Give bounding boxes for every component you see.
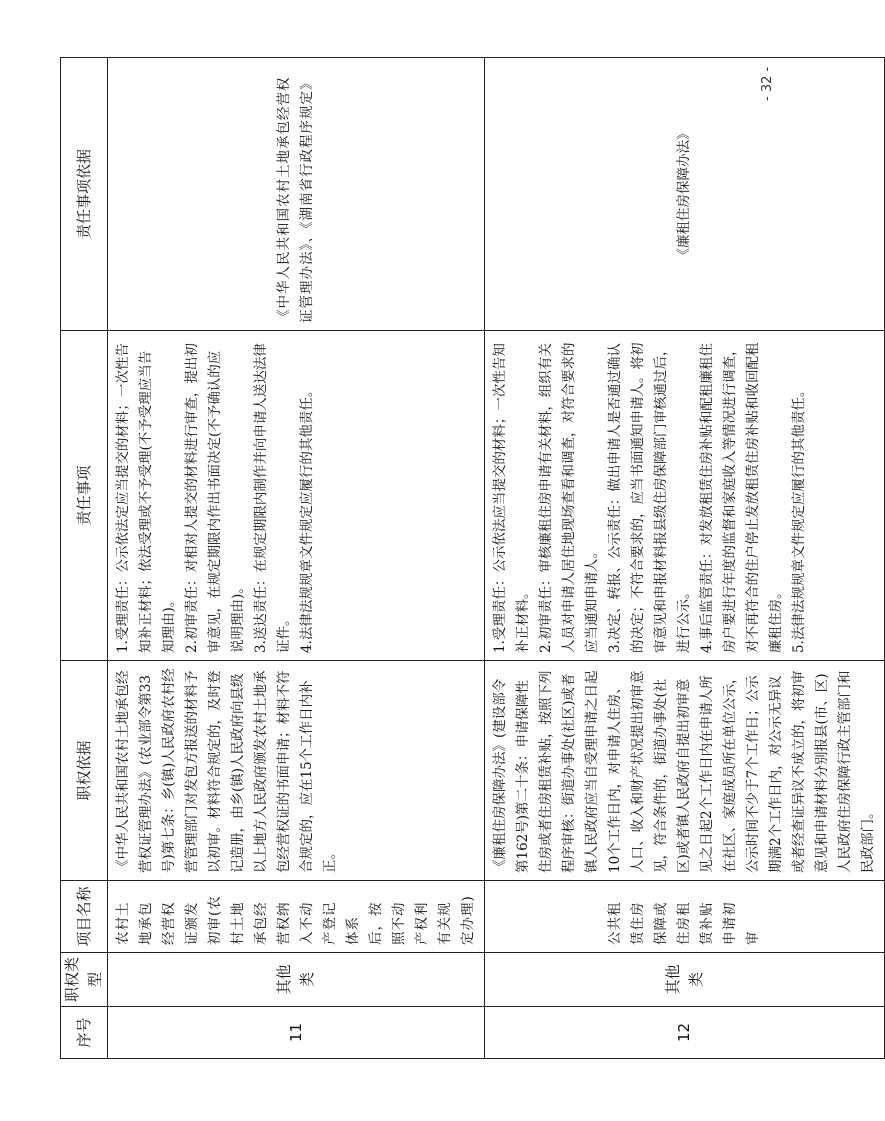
row-duties bbox=[108, 331, 485, 661]
row-ref: 《中华人民共和国农村土地承包经营权证管理办法》、《湖南省行政程序规定》 bbox=[108, 58, 485, 331]
row-no: 12 bbox=[485, 1007, 885, 1059]
duty-item: 5.法律法规规章文件规定应履行的其他责任。 bbox=[791, 383, 807, 653]
duty-item: 2.初审责任：审核廉租住房申请有关材料，组织有关人员对申请人居住地现场查看和调查，对符合要求的应当通知申请人。 bbox=[538, 342, 600, 653]
header-name: 项目名称 bbox=[61, 881, 108, 953]
page-number: - 32 - bbox=[760, 66, 775, 101]
row-basis: 《廉租住房保障办法》(建设部令第162号)第二十条：申请保障性住房或者住房租赁补贴，按照下列程序审核：街道办事处(社区)或者镇人民政府应当自受理申请之日起10个工作日内，对申请人住房、人口、收入和财产状况提出初审意见，符合条件的，街道办事处(社区)或者镇人民政府自提出初审意见之日起2个工作日内在申请人所在社区、家庭成员所在单位公示，公示时间不少于7个工作日；公示期满2个工作日内，对公示无异议或者经查证异议不成立的，将初审意见和申请材料分别报县(市、区)人民政府住房保障行政主管部门和民政部门。 bbox=[485, 661, 885, 881]
header-ref: 责任事项依据 bbox=[61, 58, 108, 331]
row-basis: 《中华人民共和国农村土地承包经营权证管理办法》(农业部令第33号)第七条：乡(镇)人民政府农村经营管理部门对发包方报送的材料予以初审。材料符合规定的，及时登记造册，由乡(镇)人民政府向县级以上地方人民政府颁发农村土地承包经营权证的书面申请；材料不符合规定的，应在15个工作日内补正。 bbox=[108, 661, 485, 881]
table-row bbox=[108, 58, 485, 1059]
row-duties bbox=[485, 331, 885, 661]
duty-item: 3.送达责任：在规定期限内制作并向申请人送达法律证件。 bbox=[253, 343, 292, 653]
table-row bbox=[485, 58, 885, 1059]
header-basis: 职权依据 bbox=[61, 661, 108, 881]
row-name: 农村土地承包经营权证颁发初审(农村土地承包经营权纳入不动产登记体系后，按照不动产权利有关规定办理) bbox=[108, 881, 485, 953]
header-duty: 责任事项 bbox=[61, 331, 108, 661]
header-no: 序号 bbox=[61, 1007, 108, 1059]
duty-item: 4.法律法规规章文件规定应履行的其他责任。 bbox=[299, 383, 315, 653]
duty-item: 1.受理责任：公示依法定应当提交的材料；一次性告知补正材料；依法受理或不予受理(不予受理应当告知理由)。 bbox=[115, 343, 177, 653]
row-type: 其他类 bbox=[485, 953, 885, 1007]
duty-item: 2.初审责任：对相对人提交的材料进行审查，提出初审意见，在规定期限内作出书面决定(不予确认的应说明理由)。 bbox=[184, 343, 246, 653]
row-no: 11 bbox=[108, 1007, 485, 1059]
row-ref: 《廉租住房保障办法》 bbox=[485, 58, 885, 331]
row-type: 其他类 bbox=[108, 953, 485, 1007]
header-type: 职权类型 bbox=[61, 953, 108, 1007]
duty-item: 3.决定、转报、公示责任：做出申请人是否通过确认的决定；不符合要求的，应当书面通知申请人。将初审意见和申报材料报县级住房保障部门审核通过后，进行公示。 bbox=[607, 342, 692, 653]
duty-item: 4.事后监管责任：对发放租赁住房补贴和配租廉租住房户要进行年度的监督和家庭收入等情况进行调查，对不再符合的住户停止发放租赁住房补贴和收回配租廉租住房。 bbox=[699, 342, 784, 653]
row-name: 公共租赁住房保障或住房租赁补贴申请初审 bbox=[485, 881, 885, 953]
header-row bbox=[61, 58, 108, 1059]
duty-item: 1.受理责任：公示依法应当提交的材料；一次性告知补正材料。 bbox=[492, 343, 531, 653]
responsibility-table bbox=[60, 57, 885, 1059]
